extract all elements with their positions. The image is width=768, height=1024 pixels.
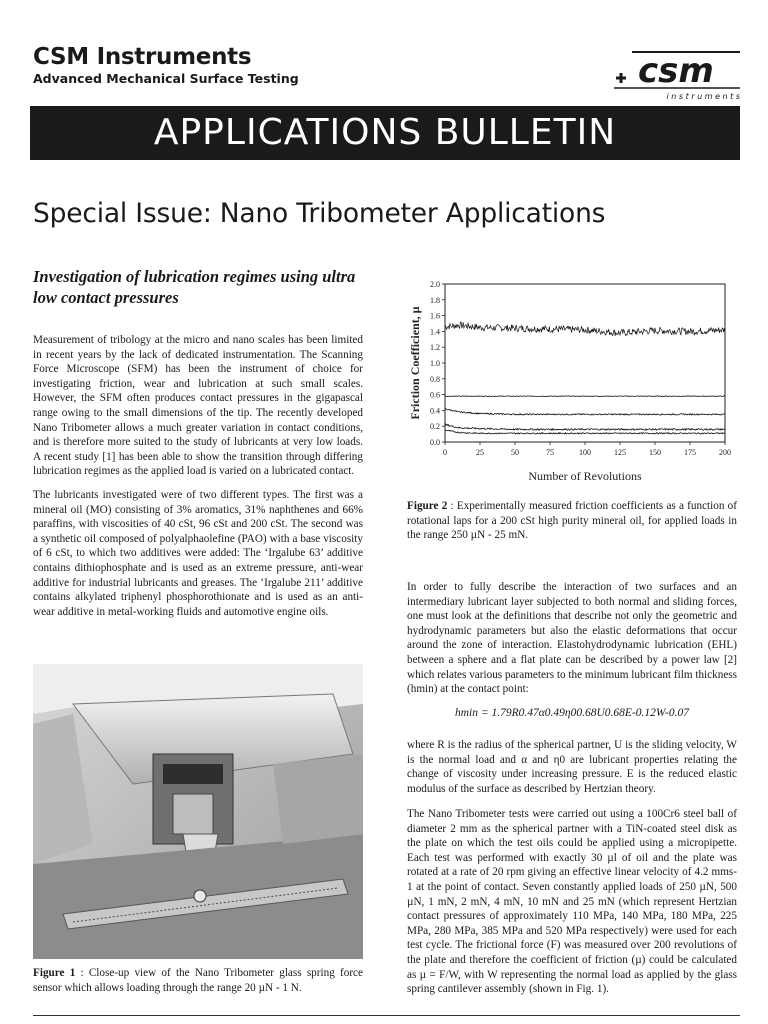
figure1-label: Figure 1	[33, 967, 76, 979]
series-line-series-0.18	[445, 424, 725, 430]
figure2-caption	[407, 499, 737, 543]
y-tick-label: 1.4	[430, 327, 440, 337]
paragraph-variables: where R is the radius of the spherical partner, U is the sliding velocity, W is the normal load and α and η0 are lubricant properties relating the change of viscosity under increasing pressure. E is the reduced elastic modulus of the surface as described by Hertzian theory.	[407, 739, 737, 795]
tribometer-photo	[33, 664, 363, 959]
x-tick-label: 175	[684, 448, 696, 457]
x-tick-label: 0	[443, 448, 447, 457]
y-axis-label: Friction Coefficient, µ	[408, 306, 422, 420]
paragraph-lubricants: The lubricants investigated were of two different types. The first was a mineral oil (MO) consisting of 3% aromatics, 31% naphthenes and 66% paraffins, with viscosities of 40 cSt, 96 cSt and 200 cSt. The second was a synthetic oil composed of polyalphaolefine (PAO) with a base viscosity of 6 cSt, to which two additives were added: The ‘Irgalube 63’ additive contains dithiophosphate and is used as an extreme pressure, anti-wear additive for industrial lubricants and greases. The ‘Irgalube 211’ additive contains alkylated triphenyl phosphorothionate and is used as an anti-wear additive in metal-working fluids and automotive engine oils.	[33, 489, 363, 618]
plot-frame	[445, 284, 725, 442]
logo-subtext: i n s t r u m e n t s	[666, 92, 740, 101]
csm-logo	[612, 44, 742, 102]
paragraph-ehl: In order to fully describe the interaction of two surfaces and an intermediary lubricant layer subjected to both normal and sliding forces, one must look at the definitions that describe not only the geometric and hydrodynamic parameters but also the elastic deformations that occur around the zone of interaction. Elastohydrodynamic lubrication (EHL) between a sphere and a flat plate can be described by a power law [2] which relates various parameters to the minimum lubricant film thickness (hmin) at the contact point:	[407, 581, 737, 696]
series-line-series-0.12	[445, 430, 725, 434]
y-tick-label: 0.6	[430, 390, 440, 400]
logo-text: csm	[638, 51, 714, 91]
logo-plus-icon	[616, 73, 626, 83]
paragraph-intro: Measurement of tribology at the micro and nano scales has been limited in recent years by the lack of dedicated instrumentation. The Scanning Force Microscope (SFM) has been the instrument of choice for investigating friction, wear and lubrication at such small scales. However, the SFM often produces contact pressures in the gigapascal range owing to the small dimensions of the tip. The recently developed Nano Tribometer allows a much greater variation in contact conditions, and is therefore more suited to the study of lubricants at very low loads. A recent study [1] has been able to show the transition through differing lubrication regimes as the applied load is varied on a lubricated contact.	[33, 334, 363, 478]
x-tick-label: 75	[546, 448, 554, 457]
footer-rule	[33, 1015, 740, 1016]
friction-chart	[405, 276, 740, 486]
y-tick-label: 0.0	[430, 438, 440, 447]
x-tick-label: 25	[476, 448, 484, 457]
x-tick-label: 200	[719, 448, 731, 457]
paragraph-method: The Nano Tribometer tests were carried out using a 100Cr6 steel ball of diameter 2 mm as the spherical partner with a TiN-coated steel disk as the plate on which the test oils could be applied using a micropipette. Each test was performed with exactly 30 µl of oil and the plate was rotated at a rate of 20 rpm giving an effective linear velocity of 4.2 mms-1 at the point of contact. Seven constantly applied loads of 250 µN, 500 µN, 1 mN, 2 mN, 4 mN, 10 mN and 25 mN (which represent Hertzian contact pressures of approximately 110 MPa, 140 MPa, 180 MPa, 225 MPa, 280 MPa, 385 MPa and 520 MPa respectively) were used for each test cycle. The frictional force (F) was measured over 200 revolutions of the plate and therefore the coefficient of friction (µ) could be calculated as µ = F/W, with W representing the normal load as applied by the glass spring cantilever assembly (shown in Fig. 1).	[407, 808, 737, 996]
y-tick-label: 2.0	[430, 280, 440, 289]
x-tick-label: 125	[614, 448, 626, 457]
article-title: Investigation of lubrication regimes using ultra low contact pressures	[33, 267, 356, 307]
series-line-series-0.40	[445, 409, 725, 415]
issue-title: Special Issue: Nano Tribometer Applications	[33, 198, 606, 229]
y-tick-label: 0.8	[430, 374, 440, 384]
y-tick-label: 1.6	[430, 311, 440, 321]
y-tick-label: 0.4	[430, 406, 440, 416]
series-line-series-0.58	[445, 396, 725, 397]
bulletin-banner: APPLICATIONS BULLETIN	[30, 106, 740, 160]
company-tagline: Advanced Mechanical Surface Testing	[33, 71, 299, 86]
x-axis-label: Number of Revolutions	[528, 469, 642, 483]
ehl-formula: hmin = 1.79R0.47α0.49η00.68U0.68E-0.12W-0.07	[454, 707, 690, 719]
y-tick-label: 1.0	[430, 359, 440, 368]
figure1-text: : Close-up view of the Nano Tribometer glass spring force sensor which allows loading through the range 20 µN - 1 N.	[33, 967, 363, 994]
x-tick-label: 150	[649, 448, 661, 457]
y-tick-label: 0.2	[430, 422, 440, 432]
x-tick-label: 50	[511, 448, 519, 457]
figure2-label: Figure 2	[407, 500, 448, 512]
company-name: CSM Instruments	[33, 44, 252, 70]
brand-block	[33, 44, 299, 86]
figure2-text: : Experimentally measured friction coefficients as a function of rotational laps for a 200 cSt high purity mineral oil, for applied loads in the range 250 µN - 25 mN.	[407, 500, 738, 542]
y-tick-label: 1.2	[430, 343, 440, 353]
figure1-caption	[33, 966, 363, 995]
x-tick-label: 100	[579, 448, 591, 457]
y-tick-label: 1.8	[430, 295, 440, 305]
series-line-high-load-noisy	[445, 322, 725, 336]
